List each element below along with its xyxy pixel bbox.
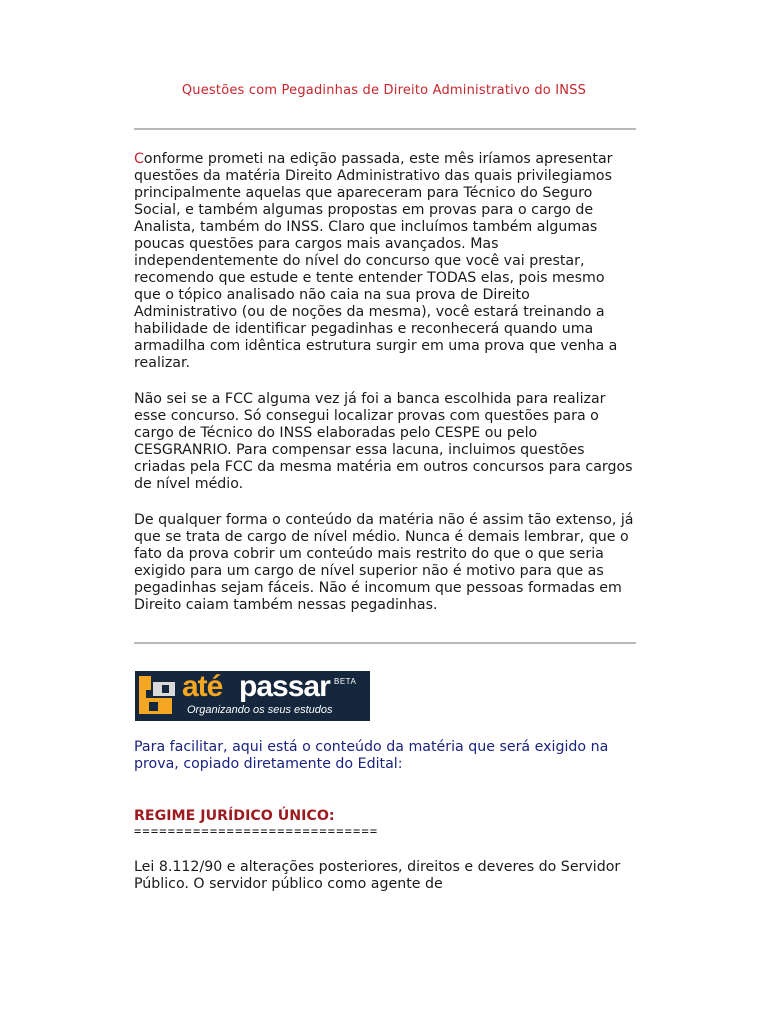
building-blocks-logo-icon xyxy=(138,674,178,718)
brand-name-part1: até xyxy=(182,671,223,703)
paragraph-content-scope: De qualquer forma o conteúdo da matéria não é assim tão extenso, já que se trata de cargo de nível médio. Nunca é demais lembrar, que o fato da prova cobrir um conteúdo mais restrito do que o que seria exigido para um cargo de nível superior não é motivo para que as pegadinhas sejam fáceis. Não é incomum que pessoas formadas em Direito caiam também nessas pegadinhas. xyxy=(134,512,634,613)
section-underline: ============================= xyxy=(134,824,379,838)
banner-tagline: Organizando os seus estudos xyxy=(187,704,333,716)
edital-intro: Para facilitar, aqui está o conteúdo da matéria que será exigido na prova, copiado diretamente do Edital: xyxy=(134,739,609,772)
paragraph-intro-text: onforme prometi na edição passada, este mês iríamos apresentar questões da matéria Direito Administrativo das quais privilegiamos principalmente aquelas que apareceram para Técnico do Seguro Social, e também algumas propostas em provas para o cargo de Analista, também do INSS. Claro que incluímos também algumas poucas questões para cargos mais avançados. Mas independentemente do nível do concurso que você vai prestar, recomendo que estude e tente entender TODAS elas, pois mesmo que o tópico analisado não caia na sua prova de Direito Administrativo (ou de noções da mesma), você estará treinando a habilidade de identificar pegadinhas e reconhecerá quando uma armadilha com idêntica estrutura surgir em uma prova que venha a realizar. xyxy=(134,151,618,371)
top-divider xyxy=(134,128,636,130)
drop-initial: C xyxy=(134,151,144,167)
paragraph-lei: Lei 8.112/90 e alterações posteriores, direitos e deveres do Servidor Público. O servidor público como agente de xyxy=(134,859,621,892)
brand-name-part2: passar xyxy=(239,671,330,703)
document-title: Questões com Pegadinhas de Direito Administrativo do INSS xyxy=(181,83,587,98)
beta-badge: BETA xyxy=(334,677,357,686)
paragraph-fcc: Não sei se a FCC alguma vez já foi a banca escolhida para realizar esse concurso. Só consegui localizar provas com questões para o cargo de Técnico do INSS elaboradas pelo CESPE ou pelo CESGRANRIO. Para compensar essa lacuna, incluimos questões criadas pela FCC da mesma matéria em outros concursos para cargos de nível médio. xyxy=(134,391,633,492)
paragraph-intro xyxy=(134,151,634,372)
middle-divider xyxy=(134,642,636,644)
atepassar-banner[interactable] xyxy=(135,671,370,721)
section-title: REGIME JURÍDICO ÚNICO: xyxy=(134,808,335,824)
